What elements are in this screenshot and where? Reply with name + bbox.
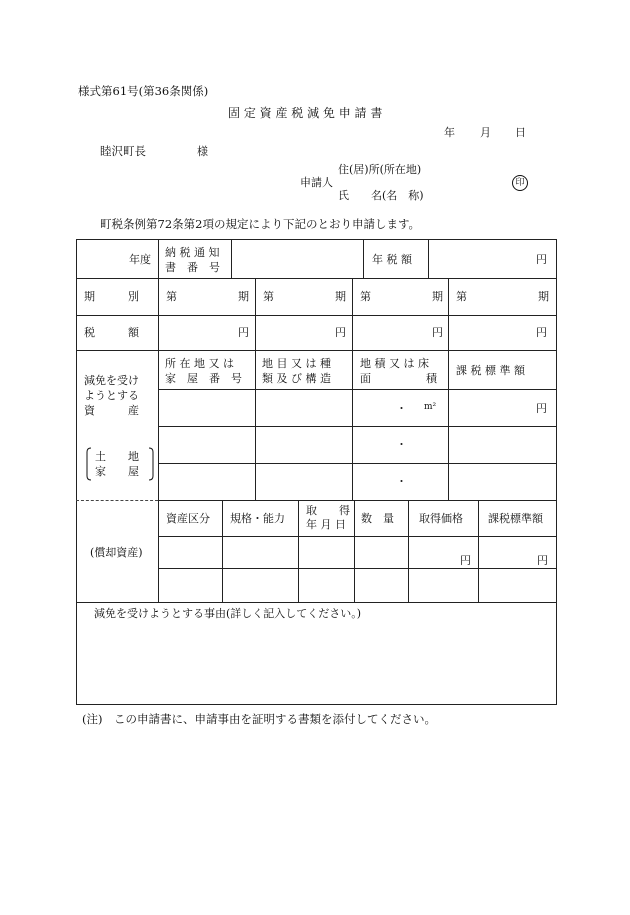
tax-amount-label: 税 額 xyxy=(84,326,139,339)
period-dai-3: 第 xyxy=(360,290,371,303)
period-ki-1: 期 xyxy=(238,290,249,303)
reason-label: 減免を受けようとする事由(詳しく記入してください。) xyxy=(94,607,362,620)
acq-price-yen: 円 xyxy=(460,554,471,567)
tax-yen-3: 円 xyxy=(432,326,443,339)
house-label: 家 屋 xyxy=(95,465,139,478)
date-year: 年 xyxy=(444,126,455,139)
area-sqm: m² xyxy=(424,402,437,412)
period-ki-3: 期 xyxy=(432,290,443,303)
spec-header: 規格・能力 xyxy=(230,512,285,525)
asset-class-header: 資産区分 xyxy=(166,512,210,525)
tax-base-header: 課 税 標 準 額 xyxy=(456,364,525,377)
reduce-asset-label-2: ようとする xyxy=(84,389,139,402)
document-title: 固 定 資 産 税 減 免 申 請 書 xyxy=(228,106,383,120)
period-label: 期 別 xyxy=(84,290,139,303)
period-dai-1: 第 xyxy=(166,290,177,303)
date-month: 月 xyxy=(480,126,491,139)
location-header: 所 在 地 又 は xyxy=(165,357,234,370)
area-dot-1: ・ xyxy=(396,402,407,415)
addressee: 睦沢町長 xyxy=(100,144,146,158)
area-dot-2: ・ xyxy=(396,438,407,451)
year-label: 年度 xyxy=(129,253,151,266)
intro-text: 町税条例第72条第2項の規定により下記のとおり申請します。 xyxy=(100,217,421,231)
annual-tax-yen: 円 xyxy=(536,253,547,266)
tax-yen-1: 円 xyxy=(238,326,249,339)
period-dai-4: 第 xyxy=(456,290,467,303)
reduce-asset-label: 減免を受け xyxy=(84,374,139,387)
addressee-honorific: 様 xyxy=(197,145,208,158)
bracket-shape xyxy=(85,446,155,482)
footer-note: (注) この申請書に、申請事由を証明する書類を添付してください。 xyxy=(82,712,436,726)
area-header-2: 面 積 xyxy=(360,372,437,385)
tax-base-yen: 円 xyxy=(536,402,547,415)
tax-base2-header: 課税標準額 xyxy=(488,512,543,525)
landtype-header-2: 類 及 び 構 造 xyxy=(262,372,331,385)
notice-number-label: 納 税 通 知 xyxy=(165,246,220,259)
acq-date-header: 取 得 xyxy=(306,504,350,517)
applicant-label: 申請人 xyxy=(300,176,333,189)
seal-mark: 印 xyxy=(512,175,528,191)
annual-tax-label: 年 税 額 xyxy=(372,253,412,266)
reduce-asset-label-3: 資 産 xyxy=(84,404,139,417)
location-header-2: 家 屋 番 号 xyxy=(165,372,242,385)
period-dai-2: 第 xyxy=(263,290,274,303)
period-ki-2: 期 xyxy=(335,290,346,303)
area-dot-3: ・ xyxy=(396,475,407,488)
depreciable-asset-label: (償却資産) xyxy=(90,546,143,559)
tax-yen-4: 円 xyxy=(536,326,547,339)
address-label: 住(居)所(所在地) xyxy=(338,163,422,176)
acq-price-header: 取得価格 xyxy=(419,512,463,525)
quantity-header: 数 量 xyxy=(361,512,394,525)
area-header: 地 積 又 は 床 xyxy=(360,357,429,370)
acq-date-header-2: 年 月 日 xyxy=(306,518,346,531)
tax-base2-yen: 円 xyxy=(537,554,548,567)
name-label: 氏 名(名 称) xyxy=(338,189,424,202)
landtype-header: 地 目 又 は 種 xyxy=(262,357,331,370)
form-number: 様式第61号(第36条関係) xyxy=(78,84,209,98)
notice-number-label-2: 書 番 号 xyxy=(165,261,220,274)
tax-yen-2: 円 xyxy=(335,326,346,339)
land-label: 土 地 xyxy=(95,450,139,463)
date-day: 日 xyxy=(515,126,526,139)
period-ki-4: 期 xyxy=(538,290,549,303)
